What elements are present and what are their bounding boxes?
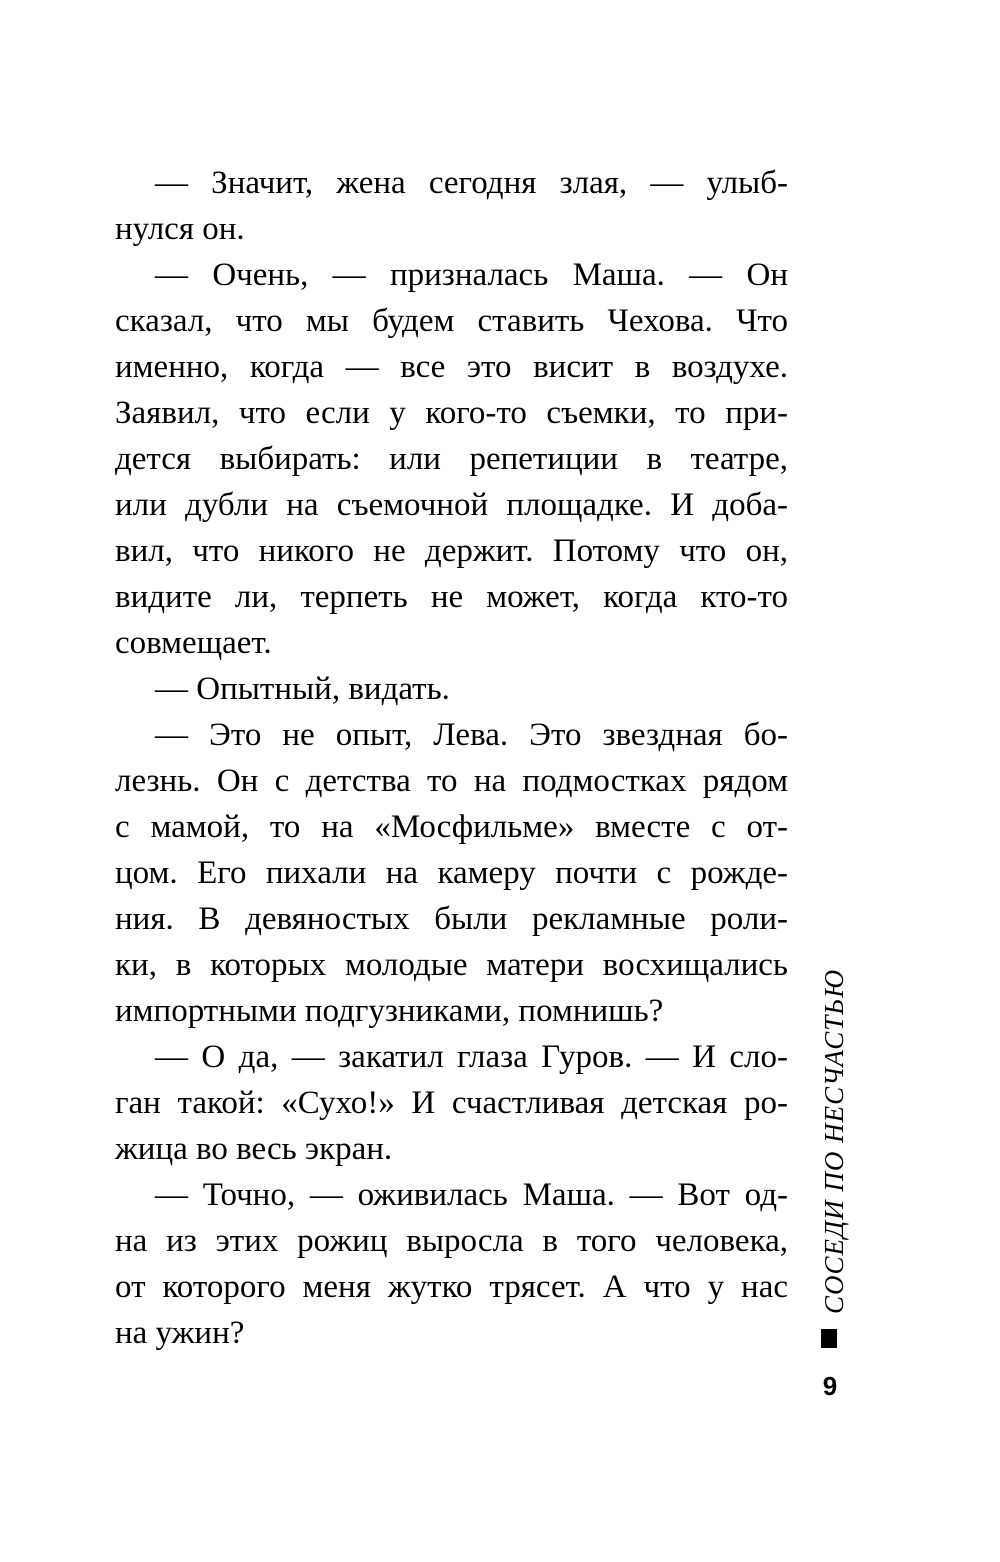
text-line: от которого меня жутко трясет. А что у нас [115, 1269, 788, 1305]
text-line: лезнь. Он с детства то на подмостках рядом [115, 763, 788, 799]
text-line: именно, когда — все это висит в воздухе. [115, 349, 788, 385]
text-line: на ужин? [115, 1315, 245, 1351]
text-line: ния. В девяностых были рекламные роли- [115, 901, 788, 937]
text-line: импортными подгузниками, помнишь? [115, 993, 664, 1029]
text-line: ки, в которых молодые матери восхищались [115, 947, 788, 983]
text-line: дется выбирать: или репетиции в театре, [115, 441, 788, 477]
text-line: или дубли на съемочной площадке. И доба- [115, 487, 788, 523]
text-line: вил, что никого не держит. Потому что он, [115, 533, 788, 569]
text-line: совмещает. [115, 625, 272, 661]
page-number: 9 [822, 1371, 838, 1401]
text-line: сказал, что мы будем ставить Чехова. Что [115, 303, 788, 339]
text-line: — О да, — закатил глаза Гуров. — И сло- [155, 1039, 788, 1075]
text-line: с мамой, то на «Мосфильме» вместе с от- [115, 809, 788, 845]
text-line: — Очень, — призналась Маша. — Он [155, 257, 788, 293]
text-line: — Точно, — оживилась Маша. — Вот од- [155, 1177, 788, 1213]
text-line: — Это не опыт, Лева. Это звездная бо- [155, 717, 788, 753]
body-text-block [115, 160, 788, 1356]
text-line: нулся он. [115, 211, 245, 247]
running-title-vertical: СОСЕДИ ПО НЕСЧАСТЬЮ [819, 968, 849, 1314]
text-line: — Значит, жена сегодня злая, — улыб- [155, 165, 788, 201]
text-line: цом. Его пихали на камеру почти с рожде- [115, 855, 788, 891]
text-line: Заявил, что если у кого-то съемки, то при- [115, 395, 788, 431]
section-marker-square-icon [821, 1329, 837, 1348]
text-line: на из этих рожиц выросла в того человека, [115, 1223, 788, 1259]
text-line: жица во весь экран. [115, 1131, 393, 1167]
text-line: — Опытный, видать. [155, 671, 450, 707]
text-line: видите ли, терпеть не может, когда кто-то [115, 579, 788, 615]
text-line: ган такой: «Сухо!» И счастливая детская ро- [115, 1085, 788, 1121]
